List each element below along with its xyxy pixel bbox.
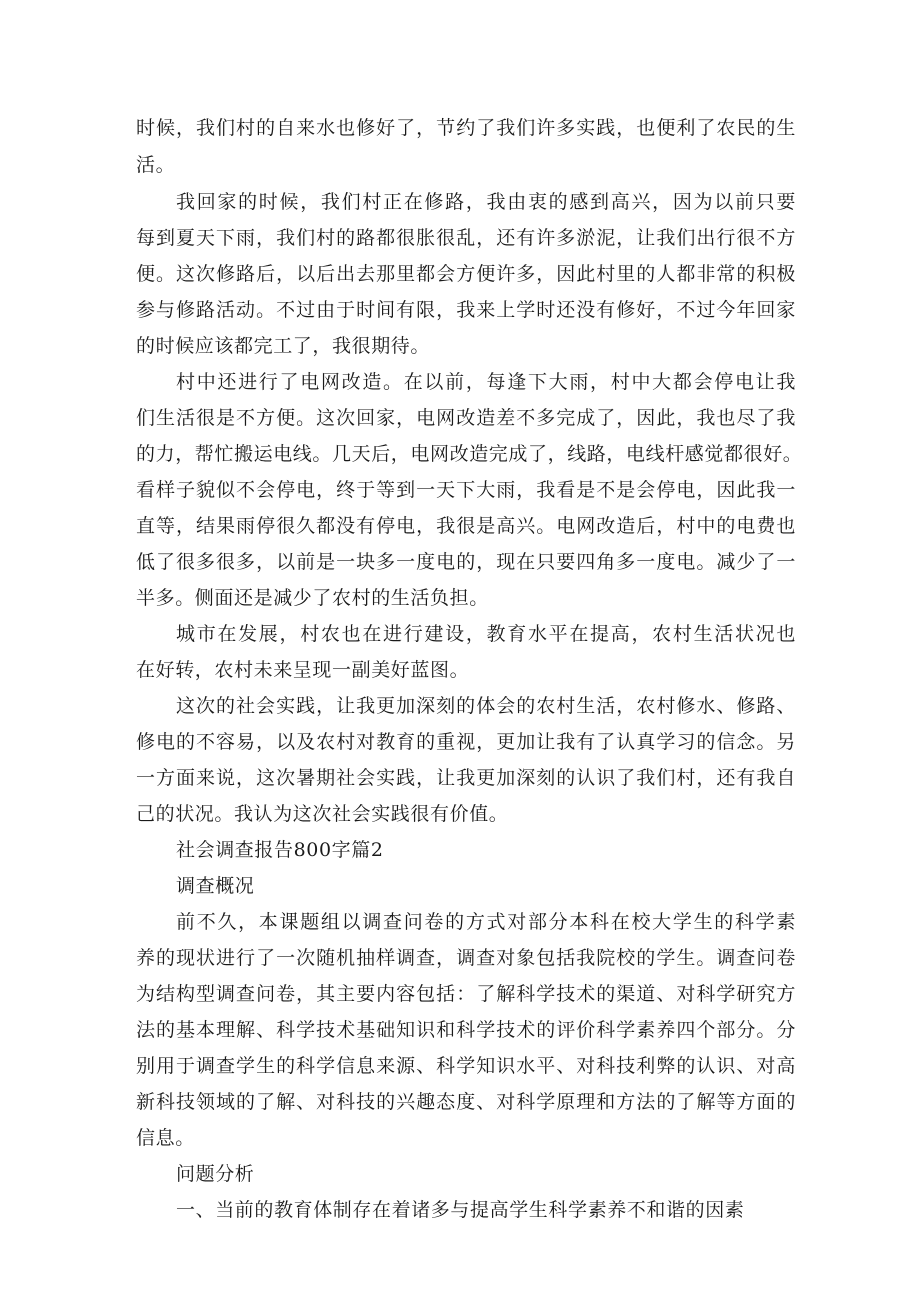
paragraph-first-line: 城市在发展，村农也在进行建设，教育水平在提高，农村生活状况也 xyxy=(176,623,796,645)
subsection-heading: 一、当前的教育体制存在着诸多与提高学生科学素养不和谐的因素 xyxy=(176,1199,745,1221)
text-line: 们生活很是不方便。这次回家，电网改造差不多完成了，因此，我也尽了我 xyxy=(136,407,796,429)
text-line: 一方面来说，这次暑期社会实践，让我更加深刻的认识了我们村，还有我自 xyxy=(136,767,796,789)
text-line: 时候，我们村的自来水也修好了，节约了我们许多实践，也便利了农民的生 xyxy=(136,117,796,139)
text-line: 在好转，农村未来呈现一副美好蓝图。 xyxy=(136,659,470,681)
text-line: 别用于调查学生的科学信息来源、科学知识水平、对科技利弊的认识、对高 xyxy=(136,1055,796,1077)
text-line: 修电的不容易，以及农村对教育的重视，更加让我有了认真学习的信念。另 xyxy=(136,731,796,753)
text-line: 便。这次修路后，以后出去那里都会方便许多，因此村里的人都非常的积极 xyxy=(136,263,796,285)
text-line: 养的现状进行了一次随机抽样调查，调查对象包括我院校的学生。调查问卷 xyxy=(136,947,796,969)
text-line: 低了很多很多，以前是一块多一度电的，现在只要四角多一度电。减少了一 xyxy=(136,551,796,573)
text-line: 看样子貌似不会停电，终于等到一天下大雨，我看是不是会停电，因此我一 xyxy=(136,479,796,501)
subsection-heading: 调查概况 xyxy=(176,875,255,897)
paragraph-first-line: 前不久，本课题组以调查问卷的方式对部分本科在校大学生的科学素 xyxy=(176,911,796,933)
paragraph-first-line: 我回家的时候，我们村正在修路，我由衷的感到高兴，因为以前只要 xyxy=(176,191,796,213)
subsection-heading: 问题分析 xyxy=(176,1163,255,1185)
text-line: 参与修路活动。不过由于时间有限，我来上学时还没有修好，不过今年回家 xyxy=(136,299,796,321)
text-line: 的时候应该都完工了，我很期待。 xyxy=(136,335,431,357)
paragraph-first-line: 这次的社会实践，让我更加深刻的体会的农村生活，农村修水、修路、 xyxy=(176,695,796,717)
text-line: 活。 xyxy=(136,154,176,176)
paragraph-first-line: 村中还进行了电网改造。在以前，每逢下大雨，村中大都会停电让我 xyxy=(176,371,796,393)
text-line: 的力，帮忙搬运电线。几天后，电网改造完成了，线路，电线杆感觉都很好。 xyxy=(136,443,803,465)
text-line: 法的基本理解、科学技术基础知识和科学技术的评价科学素养四个部分。分 xyxy=(136,1019,796,1041)
text-line: 直等，结果雨停很久都没有停电，我很是高兴。电网改造后，村中的电费也 xyxy=(136,515,796,537)
section-heading: 社会调查报告800字篇2 xyxy=(176,839,384,861)
text-line: 每到夏天下雨，我们村的路都很胀很乱，还有许多淤泥，让我们出行很不方 xyxy=(136,227,796,249)
text-line: 新科技领域的了解、对科技的兴趣态度、对科学原理和方法的了解等方面的 xyxy=(136,1091,796,1113)
text-line: 己的状况。我认为这次社会实践很有价值。 xyxy=(136,803,509,825)
text-line: 为结构型调查问卷，其主要内容包括：了解科学技术的渠道、对科学研究方 xyxy=(136,983,796,1005)
text-line: 半多。侧面还是减少了农村的生活负担。 xyxy=(136,587,489,609)
text-line: 信息。 xyxy=(136,1127,195,1149)
